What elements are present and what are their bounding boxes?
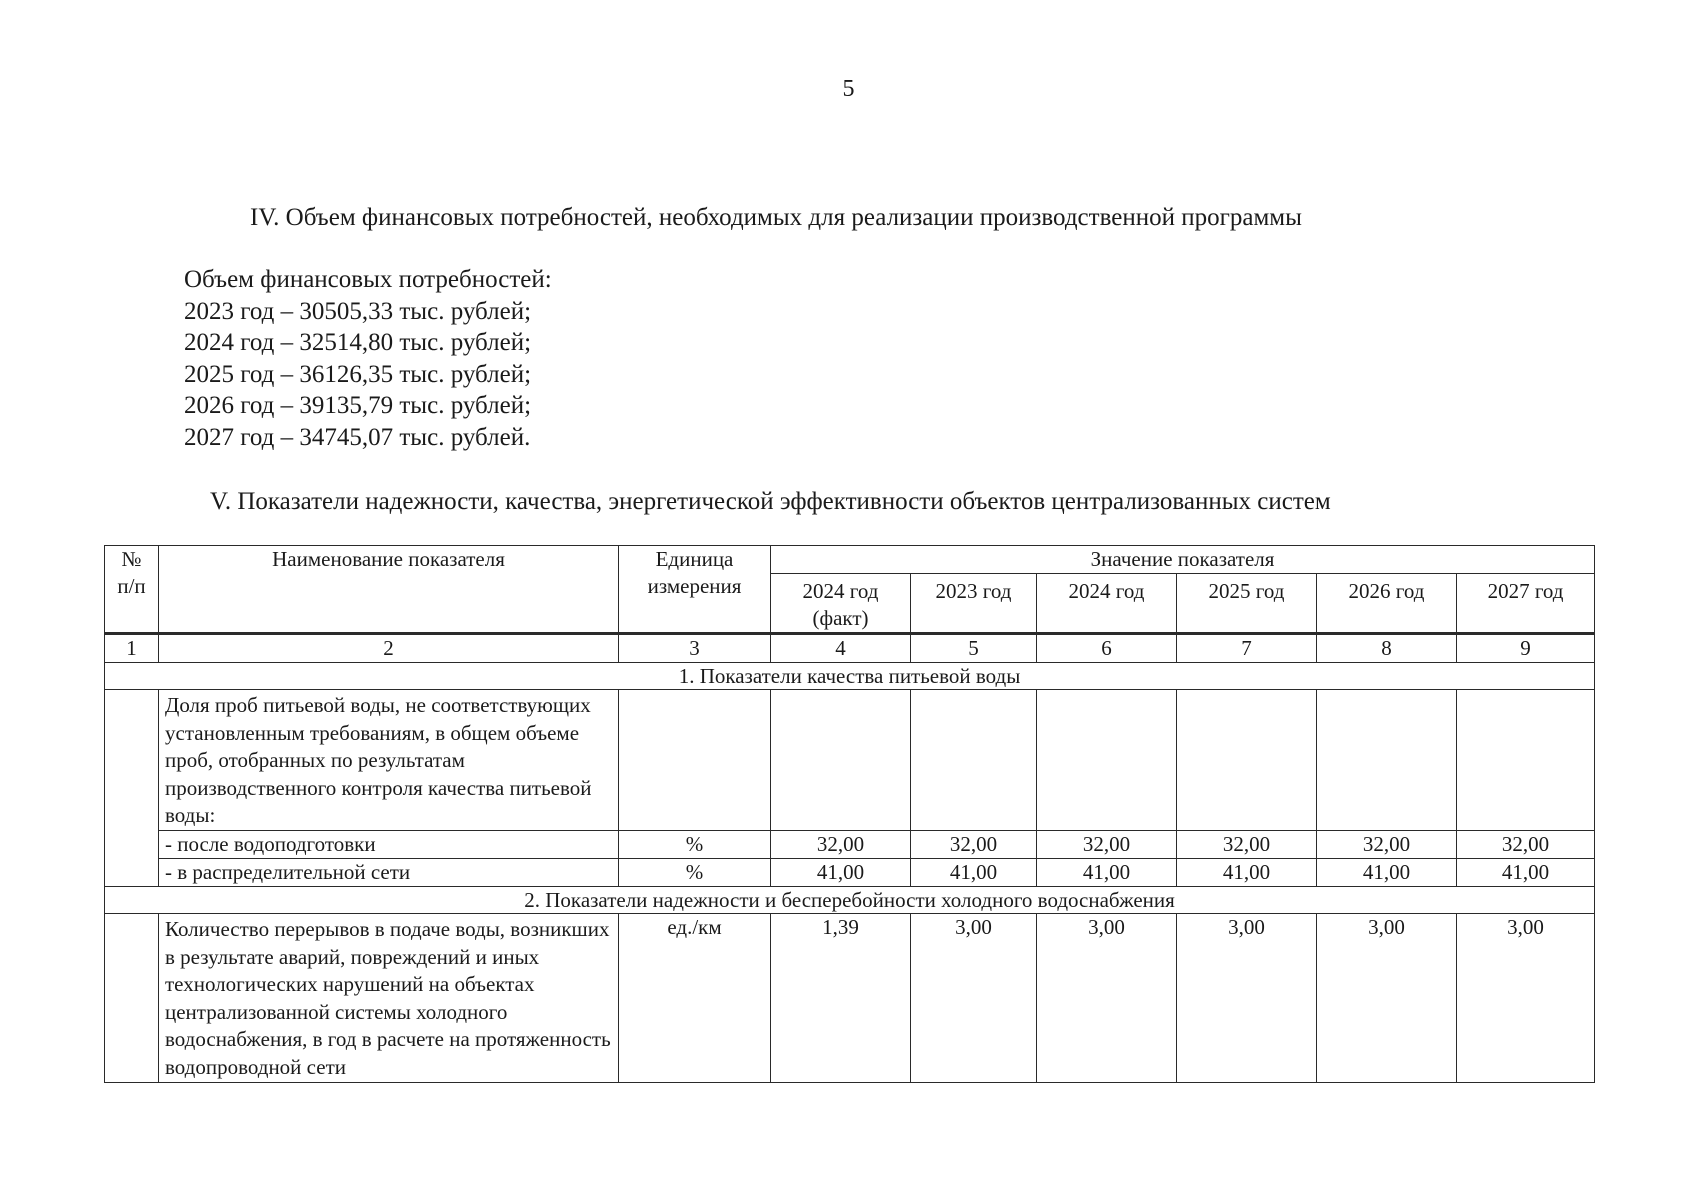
header-year: 2023 год bbox=[911, 574, 1037, 634]
section-v-heading: V. Показатели надежности, качества, энергетической эффективности объектов централизованных систем bbox=[210, 488, 1331, 515]
indicator-value: 41,00 bbox=[1037, 858, 1177, 886]
indicator-value: 3,00 bbox=[1037, 913, 1177, 1082]
column-number: 2 bbox=[159, 634, 619, 663]
empty-cell bbox=[1457, 690, 1595, 831]
empty-cell bbox=[1317, 690, 1457, 831]
header-name: Наименование показателя bbox=[159, 546, 619, 634]
header-year: 2027 год bbox=[1457, 574, 1595, 634]
header-unit: Единица измерения bbox=[619, 546, 771, 634]
header-year: 2025 год bbox=[1177, 574, 1317, 634]
indicator-value: 41,00 bbox=[1177, 858, 1317, 886]
empty-cell bbox=[619, 690, 771, 831]
indicator-value: 3,00 bbox=[1317, 913, 1457, 1082]
indicator-unit: ед./км bbox=[619, 913, 771, 1082]
page-number: 5 bbox=[842, 76, 855, 102]
section-title: 2. Показатели надежности и бесперебойности холодного водоснабжения bbox=[105, 886, 1595, 913]
section-title-row bbox=[105, 663, 1595, 690]
indicator-name: Количество перерывов в подаче воды, возникших в результате аварий, повреждений и иных технологических нарушений на объектах централизованной системы холодного водоснабжения, в год в расчете на протяженность водопроводной сети bbox=[159, 913, 619, 1082]
indicator-name: - после водоподготовки bbox=[159, 830, 619, 858]
indicator-value: 32,00 bbox=[771, 830, 911, 858]
table-row bbox=[105, 830, 1595, 858]
indicator-value: 3,00 bbox=[1177, 913, 1317, 1082]
section-title-row bbox=[105, 886, 1595, 913]
column-number: 9 bbox=[1457, 634, 1595, 663]
indicators-table bbox=[104, 545, 1595, 1083]
indicator-name: - в распределительной сети bbox=[159, 858, 619, 886]
funding-line-2023: 2023 год – 30505,33 тыс. рублей; bbox=[184, 297, 532, 325]
section-iv-heading: IV. Объем финансовых потребностей, необходимых для реализации производственной программы bbox=[250, 204, 1302, 231]
indicator-value: 41,00 bbox=[911, 858, 1037, 886]
row-number-cell bbox=[105, 690, 159, 887]
empty-cell bbox=[911, 690, 1037, 831]
header-year: 2026 год bbox=[1317, 574, 1457, 634]
table-row bbox=[105, 858, 1595, 886]
indicator-value: 32,00 bbox=[1317, 830, 1457, 858]
row-number-cell bbox=[105, 913, 159, 1082]
column-number: 6 bbox=[1037, 634, 1177, 663]
empty-cell bbox=[1177, 690, 1317, 831]
funding-line-2026: 2026 год – 39135,79 тыс. рублей; bbox=[184, 392, 532, 420]
column-number: 5 bbox=[911, 634, 1037, 663]
header-value-group: Значение показателя bbox=[771, 546, 1595, 574]
indicator-value: 32,00 bbox=[1457, 830, 1595, 858]
funding-line-2024: 2024 год – 32514,80 тыс. рублей; bbox=[184, 329, 532, 357]
indicator-value: 3,00 bbox=[1457, 913, 1595, 1082]
column-numbers-row bbox=[105, 634, 1595, 663]
empty-cell bbox=[771, 690, 911, 831]
column-number: 3 bbox=[619, 634, 771, 663]
funding-line-2025: 2025 год – 36126,35 тыс. рублей; bbox=[184, 360, 532, 388]
indicator-unit: % bbox=[619, 830, 771, 858]
funding-block bbox=[184, 264, 552, 454]
column-number: 8 bbox=[1317, 634, 1457, 663]
indicator-value: 32,00 bbox=[1037, 830, 1177, 858]
indicator-description: Доля проб питьевой воды, не соответствующих установленным требованиям, в общем объеме проб, отобранных по результатам производственного контроля качества питьевой воды: bbox=[159, 690, 619, 831]
table-row bbox=[105, 913, 1595, 1082]
indicator-value: 41,00 bbox=[1317, 858, 1457, 886]
header-year: 2024 год bbox=[1037, 574, 1177, 634]
header-row bbox=[105, 546, 1595, 574]
indicator-value: 32,00 bbox=[1177, 830, 1317, 858]
indicator-value: 41,00 bbox=[1457, 858, 1595, 886]
column-number: 1 bbox=[105, 634, 159, 663]
empty-cell bbox=[1037, 690, 1177, 831]
indicator-value: 32,00 bbox=[911, 830, 1037, 858]
funding-line-2027: 2027 год – 34745,07 тыс. рублей. bbox=[184, 423, 531, 451]
column-number: 4 bbox=[771, 634, 911, 663]
column-number: 7 bbox=[1177, 634, 1317, 663]
table-row bbox=[105, 690, 1595, 831]
header-year: 2024 год (факт) bbox=[771, 574, 911, 634]
indicator-value: 3,00 bbox=[911, 913, 1037, 1082]
section-title: 1. Показатели качества питьевой воды bbox=[105, 663, 1595, 690]
funding-intro: Объем финансовых потребностей: bbox=[184, 266, 552, 293]
indicator-unit: % bbox=[619, 858, 771, 886]
indicator-value: 1,39 bbox=[771, 913, 911, 1082]
indicator-value: 41,00 bbox=[771, 858, 911, 886]
header-num: № п/п bbox=[105, 546, 159, 634]
